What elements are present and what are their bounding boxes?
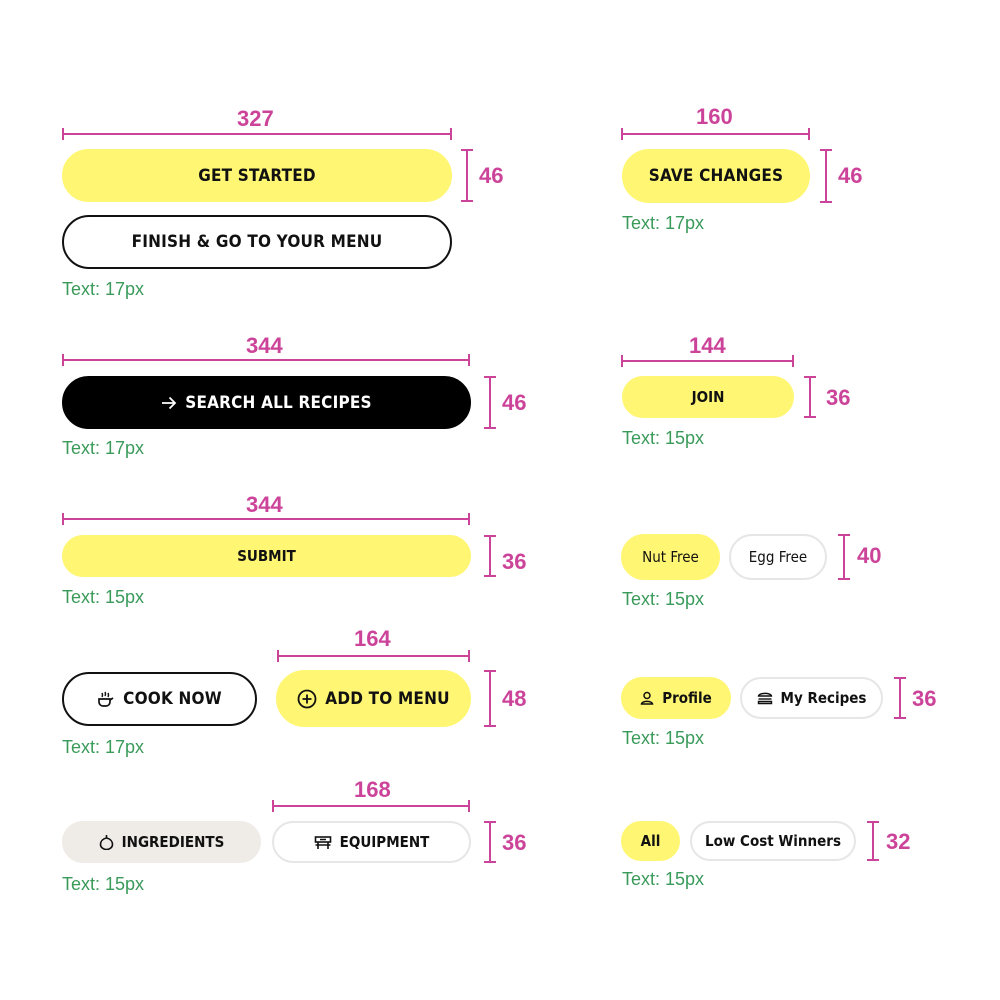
cook-now-button[interactable]: [62, 672, 257, 726]
height-measure-rule: [820, 149, 832, 203]
chip-label: Egg Free: [748, 548, 808, 566]
height-measure-label: 36: [912, 686, 937, 711]
plus-circle-icon: [297, 689, 317, 709]
finish-go-to-menu-button[interactable]: [62, 215, 452, 269]
profile-nav-button[interactable]: [621, 677, 731, 719]
button-label: ADD TO MENU: [325, 688, 450, 709]
button-label: SEARCH ALL RECIPES: [185, 392, 372, 413]
text-size-note: Text: 17px: [62, 737, 145, 757]
arrow-right-icon: [161, 396, 177, 410]
width-measure-label: 344: [246, 333, 283, 358]
height-measure-rule: [484, 535, 496, 577]
width-measure-label: 344: [246, 492, 283, 517]
chip-label: Low Cost Winners: [705, 832, 841, 850]
height-measure-label: 46: [479, 163, 504, 188]
height-measure-rule: [461, 149, 473, 202]
text-size-note: Text: 15px: [622, 728, 705, 748]
stove-icon: [314, 834, 332, 850]
height-measure-rule: [484, 670, 496, 727]
text-size-note: Text: 15px: [622, 428, 705, 448]
height-measure-label: 36: [502, 830, 527, 855]
height-measure-rule: [867, 821, 879, 861]
save-changes-button[interactable]: [622, 149, 810, 203]
user-icon: [640, 691, 654, 705]
button-label: GET STARTED: [198, 165, 316, 186]
onion-icon: [99, 834, 114, 850]
width-measure-label: 144: [689, 333, 726, 358]
width-measure-label: 164: [354, 626, 391, 651]
text-size-note: Text: 15px: [62, 874, 145, 894]
height-measure-label: 36: [502, 549, 527, 574]
button-label: Profile: [662, 689, 712, 707]
height-measure-label: 36: [826, 385, 851, 410]
button-label: SUBMIT: [237, 547, 296, 565]
button-label: INGREDIENTS: [121, 833, 225, 851]
text-size-note: Text: 15px: [62, 587, 145, 607]
filter-tab-low-cost-winners[interactable]: [690, 821, 856, 861]
button-label: My Recipes: [780, 689, 867, 707]
join-button[interactable]: [622, 376, 794, 418]
ingredients-tab[interactable]: [62, 821, 261, 863]
height-measure-rule: [484, 376, 496, 429]
button-label: COOK NOW: [123, 689, 222, 709]
height-measure-label: 32: [886, 829, 911, 854]
height-measure-label: 48: [502, 686, 527, 711]
text-size-note: Text: 17px: [622, 213, 705, 233]
text-size-note: Text: 17px: [62, 438, 145, 458]
text-size-note: Text: 15px: [622, 869, 705, 889]
button-label: FINISH & GO TO YOUR MENU: [131, 232, 383, 252]
text-size-note: Text: 15px: [622, 589, 705, 609]
button-label: SAVE CHANGES: [648, 166, 784, 186]
equipment-tab[interactable]: [272, 821, 471, 863]
filter-tab-all[interactable]: [621, 821, 680, 861]
width-measure-rule: [277, 650, 470, 662]
button-label: EQUIPMENT: [339, 833, 430, 851]
filter-chip-nut-free[interactable]: [621, 534, 720, 580]
get-started-button[interactable]: [62, 149, 452, 202]
height-measure-label: 46: [502, 390, 527, 415]
my-recipes-nav-button[interactable]: [740, 677, 883, 719]
height-measure-label: 40: [857, 543, 882, 568]
width-measure-rule: [621, 128, 810, 140]
burger-icon: [757, 691, 773, 705]
height-measure-rule: [484, 821, 496, 863]
search-all-recipes-button[interactable]: [62, 376, 471, 429]
submit-button[interactable]: [62, 535, 471, 577]
chip-label: All: [640, 832, 661, 850]
cooking-pot-icon: [97, 690, 115, 708]
width-measure-label: 327: [237, 106, 274, 131]
chip-label: Nut Free: [642, 548, 699, 566]
text-size-note: Text: 17px: [62, 279, 145, 299]
button-label: JOIN: [691, 388, 725, 406]
height-measure-label: 46: [838, 163, 863, 188]
height-measure-rule: [838, 534, 850, 580]
height-measure-rule: [804, 376, 816, 418]
add-to-menu-button[interactable]: [276, 670, 471, 727]
width-measure-label: 160: [696, 104, 733, 129]
filter-chip-egg-free[interactable]: [729, 534, 827, 580]
height-measure-rule: [894, 677, 906, 719]
width-measure-label: 168: [354, 777, 391, 802]
